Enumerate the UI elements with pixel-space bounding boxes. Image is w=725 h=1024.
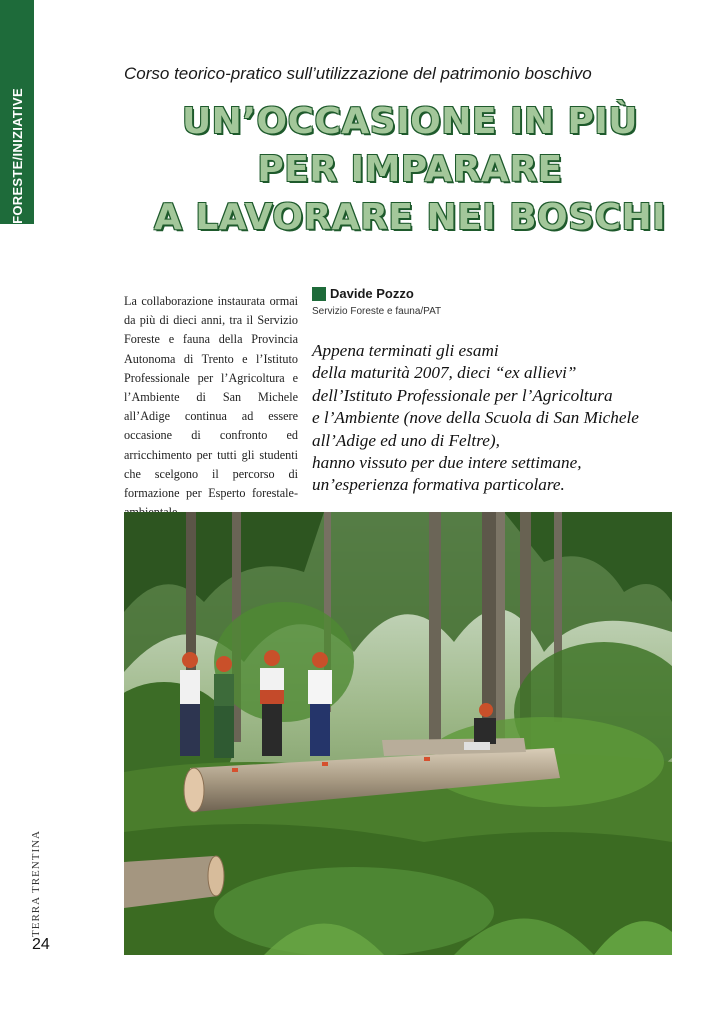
lead-line: Appena terminati gli esami: [312, 341, 499, 360]
headline-line-1: UN’OCCASIONE IN PIÙ: [181, 101, 639, 142]
headline-line-2: PER IMPARARE: [257, 149, 563, 190]
lead-line: all’Adige ed uno di Feltre),: [312, 430, 500, 450]
kicker: Corso teorico-pratico sull’utilizzazione del patrimonio boschivo: [124, 64, 592, 83]
body-text: La collaborazione instaurata ormai da più di dieci anni, tra il Servizio Foreste e fauna della Provincia Autonoma di Trento e l’Istituto Professionale per l’Agricoltura e l’Ambiente di San Michele all’Adige continua ad essere occasione di confronto ed arricchimento per tutti gli studenti che scelgono il percorso di formazione per Esperto forestale-: [124, 294, 298, 501]
lead-line: un’esperienza formativa particolare.: [312, 475, 565, 495]
author-name: Davide Pozzo: [330, 286, 414, 301]
author-affiliation: Servizio Foreste e fauna/PAT: [312, 306, 442, 317]
byline-square-icon: [312, 287, 326, 301]
section-tab: [0, 0, 34, 224]
lead-line: dell’Istituto Professionale per l’Agricoltura: [312, 385, 613, 405]
headline-line-3: A LAVORARE NEI BOSCHI: [153, 197, 667, 238]
running-head: TERRA TRENTINA: [30, 830, 42, 937]
lead-line: hanno vissuto per due intere settimane,: [312, 453, 582, 473]
lead-line: e l’Ambiente (nove della Scuola di San Michele: [312, 408, 639, 428]
headline: [110, 98, 710, 242]
forest-photo: [124, 512, 672, 955]
lead-paragraph: [312, 340, 692, 497]
section-tab-label: FORESTE/INIZIATIVE: [9, 88, 25, 224]
lead-line: della maturità 2007, dieci “ex allievi”: [312, 363, 577, 383]
author-byline: [312, 286, 414, 301]
page-number: 24: [32, 936, 50, 953]
